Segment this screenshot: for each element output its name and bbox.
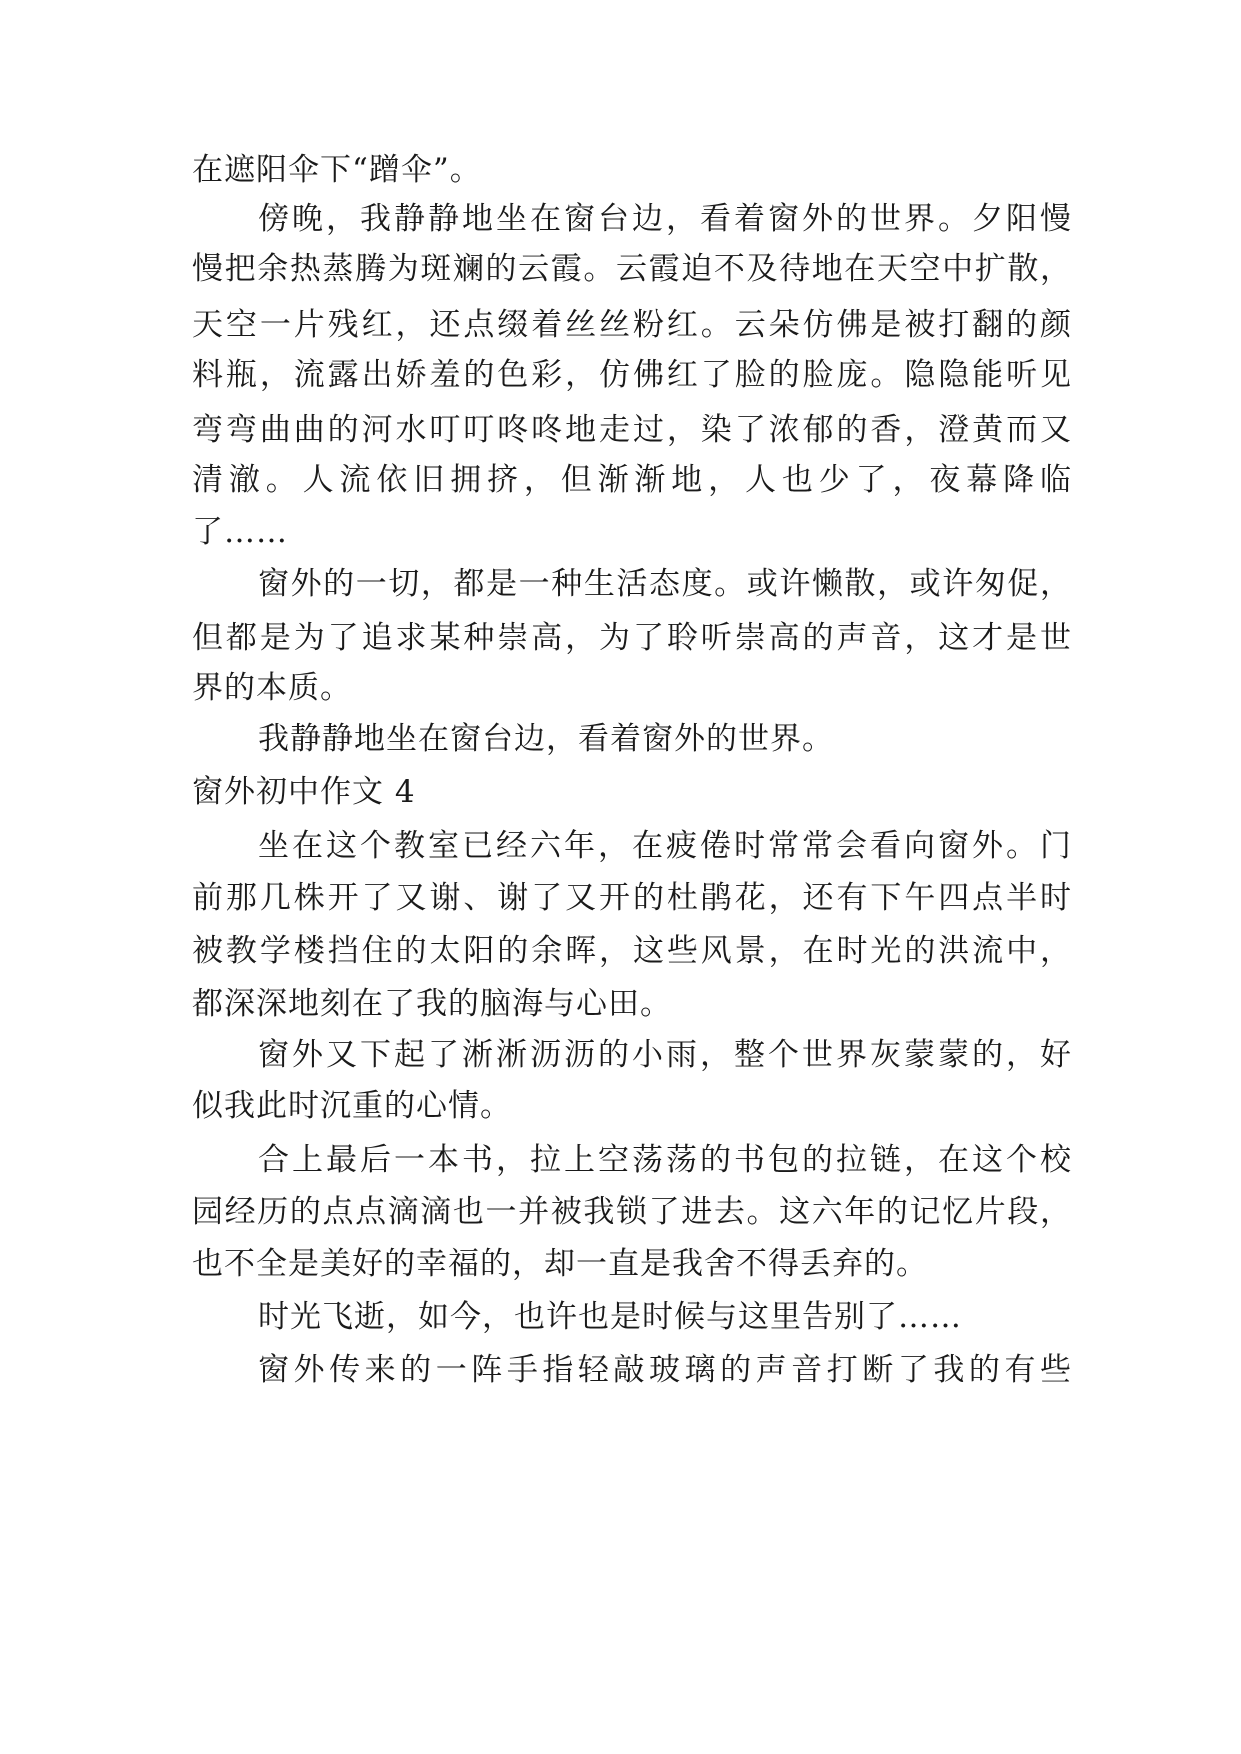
paragraph-start-line: 坐在这个教室已经六年，在疲倦时常常会看向窗外。门 bbox=[258, 828, 1072, 864]
text-line: 似我此时沉重的心情。 bbox=[192, 1088, 512, 1124]
text-line: 界的本质。 bbox=[192, 670, 352, 706]
text-line: 被教学楼挡住的太阳的余晖，这些风景，在时光的洪流中， bbox=[192, 933, 1072, 969]
text-line: 清澈。人流依旧拥挤，但渐渐地，人也少了，夜幕降临 bbox=[192, 462, 1072, 498]
paragraph-start-line: 时光飞逝，如今，也许也是时候与这里告别了…… bbox=[258, 1299, 962, 1335]
text-line: 了…… bbox=[192, 514, 288, 550]
text-line: 慢把余热蒸腾为斑斓的云霞。云霞迫不及待地在天空中扩散， bbox=[192, 251, 1072, 287]
text-line: 前那几株开了又谢、谢了又开的杜鹃花，还有下午四点半时 bbox=[192, 880, 1072, 916]
text-line: 园经历的点点滴滴也一并被我锁了进去。这六年的记忆片段， bbox=[192, 1194, 1072, 1230]
paragraph-start-line: 傍晚，我静静地坐在窗台边，看着窗外的世界。夕阳慢 bbox=[258, 201, 1072, 237]
paragraph-start-line: 窗外传来的一阵手指轻敲玻璃的声音打断了我的有些 bbox=[258, 1352, 1072, 1388]
text-line: 都深深地刻在了我的脑海与心田。 bbox=[192, 986, 672, 1022]
text-line: 料瓶，流露出娇羞的色彩，仿佛红了脸的脸庞。隐隐能听见 bbox=[192, 357, 1072, 393]
paragraph-start-line: 窗外又下起了淅淅沥沥的小雨，整个世界灰蒙蒙的，好 bbox=[258, 1037, 1072, 1073]
text-line: 在遮阳伞下“蹭伞”。 bbox=[192, 152, 482, 188]
paragraph-start-line: 我静静地坐在窗台边，看着窗外的世界。 bbox=[258, 721, 834, 757]
section-heading: 窗外初中作文 4 bbox=[192, 774, 416, 810]
text-line: 但都是为了追求某种崇高，为了聆听崇高的声音，这才是世 bbox=[192, 620, 1072, 656]
text-line: 弯弯曲曲的河水叮叮咚咚地走过，染了浓郁的香，澄黄而又 bbox=[192, 412, 1072, 448]
text-line: 天空一片残红，还点缀着丝丝粉红。云朵仿佛是被打翻的颜 bbox=[192, 307, 1072, 343]
text-line: 也不全是美好的幸福的，却一直是我舍不得丢弃的。 bbox=[192, 1246, 928, 1282]
paragraph-start-line: 合上最后一本书，拉上空荡荡的书包的拉链，在这个校 bbox=[258, 1142, 1072, 1178]
paragraph-start-line: 窗外的一切，都是一种生活态度。或许懒散，或许匆促， bbox=[258, 566, 1072, 602]
